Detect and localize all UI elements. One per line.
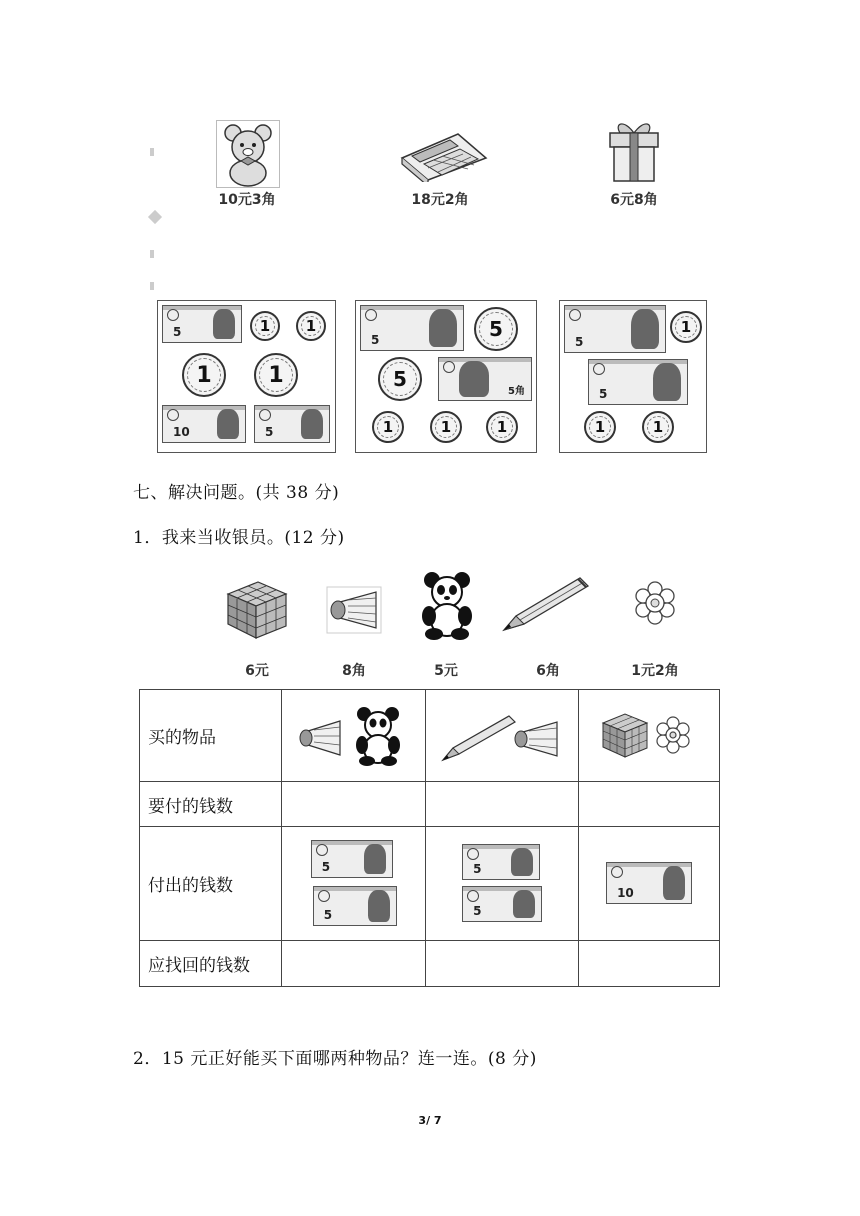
page-number: 3/ 7 (418, 1114, 442, 1127)
calculator-price: 18元2角 (411, 192, 469, 208)
banknote-5-yuan: 5 (360, 305, 464, 351)
row-bought-items (140, 690, 720, 782)
pencil-and-shuttlecock-image (439, 708, 565, 764)
section-heading: 七、解决问题。(共 38 分) (133, 483, 340, 503)
scan-mark (150, 250, 154, 258)
question-2-title: 2．15 元正好能买下面哪两种物品？连一连。(8 分) (133, 1049, 537, 1069)
rubik-cube-price: 6元 (245, 663, 269, 679)
shuttlecock-icon (300, 721, 340, 755)
coin-1-yuan: 1 (642, 411, 674, 443)
bought-cell-3 (579, 690, 720, 782)
shuttlecock-price: 8角 (342, 663, 366, 679)
banknote-5-yuan: 5 (564, 305, 666, 353)
paid-cell-1 (282, 827, 426, 941)
banknote-5-yuan: 5 (462, 844, 540, 880)
question-1-title: 1．我来当收银员。(12 分) (133, 528, 345, 548)
pencil-icon (443, 716, 515, 760)
shuttlecock-icon (515, 722, 557, 756)
banknote-5-yuan: 5 (313, 886, 397, 926)
rubik-cube-icon (603, 714, 647, 757)
banknote-5-yuan: 5 (462, 886, 542, 922)
pencil-icon (500, 572, 592, 634)
coin-1-yuan: 1 (296, 311, 326, 341)
answer-cell[interactable] (426, 782, 579, 827)
coin-1-yuan: 1 (250, 311, 280, 341)
banknote-5-yuan: 5 (162, 305, 242, 343)
row-change-due (140, 941, 720, 987)
shuttlecock-icon (326, 586, 382, 634)
scan-mark (150, 282, 154, 290)
cashier-table (139, 689, 720, 987)
teddy-bear-icon (217, 121, 279, 187)
banknote-5-yuan: 5 (311, 840, 393, 878)
bought-cell-1 (282, 690, 426, 782)
scan-mark (148, 210, 162, 224)
paid-cell-3 (579, 827, 720, 941)
row-label: 付出的钱数 (140, 827, 282, 941)
coin-1-yuan: 1 (372, 411, 404, 443)
money-group-1 (157, 300, 336, 453)
coin-1-yuan-large: 1 (254, 353, 298, 397)
bought-cell-2 (426, 690, 579, 782)
money-group-2 (355, 300, 537, 453)
coin-5-jiao: 5 (378, 357, 422, 401)
answer-cell[interactable] (282, 941, 426, 987)
gift-box-image (606, 117, 662, 183)
cube-and-flower-image (599, 711, 699, 761)
row-amount-paid (140, 827, 720, 941)
paid-cell-2 (426, 827, 579, 941)
coin-1-yuan: 1 (670, 311, 702, 343)
rubik-cube-icon (222, 578, 292, 640)
coin-1-yuan: 1 (486, 411, 518, 443)
teddy-bear-price: 10元3角 (218, 192, 276, 208)
banknote-5-jiao: 5角 (438, 357, 532, 401)
panda-toy-icon (356, 707, 400, 766)
answer-cell[interactable] (579, 941, 720, 987)
coin-5-jiao: 5 (474, 307, 518, 351)
row-label: 应找回的钱数 (140, 941, 282, 987)
flower-icon (657, 717, 689, 753)
banknote-5-yuan: 5 (254, 405, 330, 443)
flower-price: 1元2角 (631, 663, 679, 679)
flower-icon (632, 580, 678, 626)
coin-1-yuan: 1 (584, 411, 616, 443)
shuttlecock-and-panda-image (294, 705, 414, 767)
panda-toy-icon (420, 570, 476, 640)
answer-cell[interactable] (282, 782, 426, 827)
banknote-10-yuan: 10 (162, 405, 246, 443)
calculator-image (398, 128, 488, 182)
row-amount-due (140, 782, 720, 827)
money-group-3 (559, 300, 707, 453)
gift-box-price: 6元8角 (610, 192, 658, 208)
scan-mark (150, 148, 154, 156)
gift-box-icon (606, 117, 662, 183)
panda-toy-price: 5元 (434, 663, 458, 679)
coin-1-yuan-large: 1 (182, 353, 226, 397)
answer-cell[interactable] (579, 782, 720, 827)
row-label: 买的物品 (140, 690, 282, 782)
calculator-icon (398, 128, 488, 182)
banknote-5-yuan: 5 (588, 359, 688, 405)
pencil-price: 6角 (536, 663, 560, 679)
answer-cell[interactable] (426, 941, 579, 987)
row-label: 要付的钱数 (140, 782, 282, 827)
coin-1-yuan: 1 (430, 411, 462, 443)
banknote-10-yuan: 10 (606, 862, 692, 904)
teddy-bear-image (216, 120, 280, 188)
